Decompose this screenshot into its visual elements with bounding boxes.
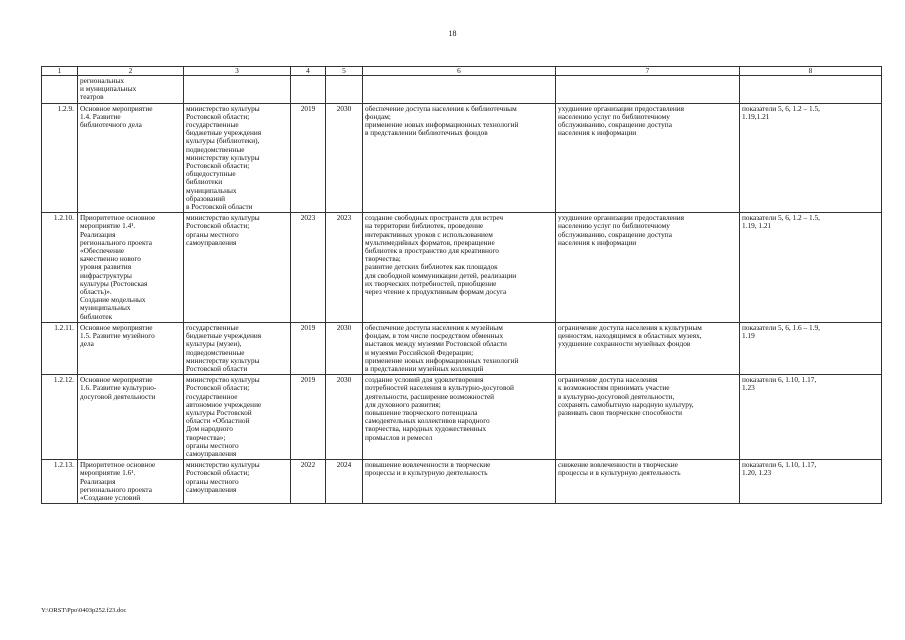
cell-text-line: Реализация [80, 229, 116, 239]
cell-text-line: мероприятие 1.4¹. [80, 221, 136, 231]
start-year-cell: 2023 [291, 213, 326, 323]
cell-text-line: органы местного [186, 229, 239, 239]
cell-text-line: повышение творческого потенциала [365, 407, 478, 417]
cell-text-line: самодеятельных коллективов народного [365, 416, 490, 426]
cell-text-line: потребностей населения в культурно-досуговой [365, 383, 514, 393]
cell-text-line: к возможностям принимать участие [558, 383, 670, 393]
cell-text-line: их творческих потребностей, приобщение [365, 278, 497, 288]
file-path-footer: Y:\ORST\Ppo\0403p252.f23.doc [41, 607, 127, 614]
measure-name-cell [78, 103, 184, 213]
cell-text-line: применение новых информационных технологий [365, 355, 519, 365]
start-year-cell: 2022 [291, 460, 326, 504]
expected-result-cell [363, 103, 556, 213]
cell-text-line: 1.19 [742, 331, 755, 341]
cell-text-line: для свободной коммуникации детей, реализации [365, 270, 517, 280]
expected-result-cell [363, 322, 556, 374]
cell-text-line: показатели 5, 6, 1.2 – 1.5, [742, 103, 820, 113]
row-number-cell: 1.2.13. [42, 460, 78, 504]
cell-text-line: уровня развития [80, 262, 132, 272]
start-year-cell [291, 76, 326, 104]
non-implementation-consequence-cell [556, 375, 740, 460]
cell-text-line: министерству культуры [186, 152, 260, 162]
cell-text-line: Дом народного [186, 424, 233, 434]
non-implementation-consequence-cell [556, 76, 740, 104]
cell-text-line: Создание модельных [80, 295, 146, 305]
cell-text-line: министерство культуры [186, 213, 260, 223]
cell-text-line: культуры Ростовской [186, 407, 252, 417]
column-number-cell: 1 [42, 67, 78, 76]
expected-result-cell [363, 375, 556, 460]
cell-text-line: населению услуг по библиотечному [558, 111, 670, 121]
cell-text-line: творчества, народных художественных [365, 424, 487, 434]
cell-text-line: Ростовской области; [186, 111, 250, 121]
cell-text-line: Приоритетное основное [80, 213, 156, 223]
cell-text-line: культуры (музеи), [186, 339, 242, 349]
row-number-cell: 1.2.10. [42, 213, 78, 323]
cell-text-line: самоуправления [186, 237, 237, 247]
start-year-cell: 2019 [291, 322, 326, 374]
cell-text-line: органы местного [186, 440, 239, 450]
expected-result-cell [363, 213, 556, 323]
cell-text-line: Основное мероприятие [80, 103, 153, 113]
end-year-cell [326, 76, 363, 104]
cell-text-line: интерактивных уроков с использованием [365, 229, 493, 239]
cell-text-line: через чтение к продуктивным формам досуга [365, 287, 507, 297]
cell-text-line: и музеями Российской Федерации; [365, 347, 474, 357]
cell-text-line: 1.23 [742, 383, 755, 393]
cell-text-line: Ростовской области; [186, 383, 250, 393]
cell-text-line: культуры (библиотеки), [186, 136, 260, 146]
cell-text-line: 1.19, 1.21 [742, 221, 772, 231]
cell-text-line: обеспечение доступа населения к музейным [365, 322, 503, 332]
measure-name-cell [78, 460, 184, 504]
cell-text-line: библиотек [80, 311, 113, 321]
cell-text-line: области «Областной [186, 416, 250, 426]
cell-text-line: бюджетные учреждения [186, 128, 262, 138]
non-implementation-consequence-cell [556, 322, 740, 374]
cell-text-line: Основное мероприятие [80, 322, 153, 332]
cell-text-line: качественно нового [80, 254, 141, 264]
table-row [42, 460, 882, 504]
cell-text-line: министерство культуры [186, 375, 260, 385]
non-implementation-consequence-cell [556, 213, 740, 323]
cell-text-line: показатели 5, 6, 1.2 – 1.5, [742, 213, 820, 223]
program-measures-table [41, 66, 882, 504]
table-row [42, 375, 882, 460]
end-year-cell: 2030 [326, 375, 363, 460]
executor-cell [184, 460, 291, 504]
row-number-cell [42, 76, 78, 104]
cell-text-line: в Ростовской области [186, 202, 253, 212]
cell-text-line: дела [80, 339, 94, 349]
cell-text-line: библиотек в пространство для креативного [365, 246, 499, 256]
measure-name-cell [78, 76, 184, 104]
indicators-link-cell [740, 76, 882, 104]
cell-text-line: муниципальных [186, 185, 237, 195]
start-year-cell: 2019 [291, 103, 326, 213]
cell-text-line: библиотеки [186, 177, 223, 187]
cell-text-line: 1.19,1.21 [742, 111, 770, 121]
executor-cell [184, 375, 291, 460]
column-number-cell: 7 [556, 67, 740, 76]
cell-text-line: «Обеспечение [80, 246, 125, 256]
cell-text-line: досуговой деятельности [80, 391, 156, 401]
cell-text-line: мероприятие 1.6¹. [80, 468, 136, 478]
non-implementation-consequence-cell [556, 103, 740, 213]
cell-text-line: в представлении музейных коллекций [365, 363, 484, 373]
cell-text-line: в представлении библиотечных фондов [365, 128, 488, 138]
table-row [42, 103, 882, 213]
start-year-cell: 2019 [291, 375, 326, 460]
row-number-cell: 1.2.12. [42, 375, 78, 460]
table-header-row [42, 67, 882, 76]
cell-text-line: показатели 6, 1.10, 1.17, [742, 375, 817, 385]
cell-text-line: «Создание условий [80, 492, 141, 502]
cell-text-line: создание свободных пространств для встреч [365, 213, 504, 223]
cell-text-line: деятельности, расширение возможностей [365, 391, 495, 401]
cell-text-line: снижение вовлеченности в творческие [558, 460, 678, 470]
cell-text-line: процессы и в культурную деятельность [558, 468, 681, 478]
table-row [42, 76, 882, 104]
table-body [42, 76, 882, 504]
cell-text-line: государственное [186, 391, 238, 401]
cell-text-line: самоуправления [186, 484, 237, 494]
cell-text-line: регионального проекта [80, 237, 152, 247]
measure-name-cell [78, 322, 184, 374]
cell-text-line: мультимедийных форматов, превращение [365, 237, 495, 247]
cell-text-line: обслуживанию, сокращение доступа [558, 120, 672, 130]
cell-text-line: Реализация [80, 476, 116, 486]
cell-text-line: министерство культуры [186, 460, 260, 470]
end-year-cell: 2024 [326, 460, 363, 504]
expected-result-cell [363, 76, 556, 104]
cell-text-line: Основное мероприятие [80, 375, 153, 385]
cell-text-line: 1.5. Развитие музейного [80, 331, 155, 341]
cell-text-line: образований [186, 193, 226, 203]
cell-text-line: сохранять самобытную народную культуру, [558, 399, 694, 409]
cell-text-line: муниципальных [80, 303, 131, 313]
cell-text-line: ухудшение сохранности музейных фондов [558, 339, 691, 349]
cell-text-line: государственные [186, 120, 239, 130]
column-number-cell: 4 [291, 67, 326, 76]
cell-text-line: театров [80, 92, 104, 102]
indicators-link-cell [740, 460, 882, 504]
executor-cell [184, 103, 291, 213]
cell-text-line: для духовного развития; [365, 399, 441, 409]
cell-text-line: в культурно-досуговой деятельности, [558, 391, 675, 401]
executor-cell [184, 213, 291, 323]
cell-text-line: региональных [80, 76, 125, 85]
row-number-cell: 1.2.9. [42, 103, 78, 213]
cell-text-line: подведомственные [186, 347, 245, 357]
cell-text-line: ограничение доступа населения к культурным [558, 322, 702, 332]
cell-text-line: ограничение доступа населения [558, 375, 658, 385]
cell-text-line: развивать свои творческие способности [558, 407, 683, 417]
cell-text-line: самоуправления [186, 448, 237, 458]
column-number-cell: 8 [740, 67, 882, 76]
measure-name-cell [78, 375, 184, 460]
cell-text-line: фондам, в том числе посредством обменных [365, 331, 504, 341]
cell-text-line: министерство культуры [186, 103, 260, 113]
cell-text-line: Ростовской области; [186, 161, 250, 171]
cell-text-line: и муниципальных [80, 84, 137, 94]
column-number-cell: 5 [326, 67, 363, 76]
cell-text-line: ценностям, находящимся в областных музеях, [558, 331, 702, 341]
cell-text-line: населению услуг по библиотечному [558, 221, 670, 231]
cell-text-line: бюджетные учреждения [186, 331, 262, 341]
cell-text-line: населения к информации [558, 128, 637, 138]
cell-text-line: государственные [186, 322, 239, 332]
cell-text-line: обеспечение доступа населения к библиотечным [365, 103, 517, 113]
cell-text-line: показатели 5, 6, 1.6 – 1.9, [742, 322, 820, 332]
cell-text-line: Ростовской области; [186, 468, 250, 478]
cell-text-line: творчества»; [186, 432, 226, 442]
cell-text-line: 1.4. Развитие [80, 111, 121, 121]
expected-result-cell [363, 460, 556, 504]
cell-text-line: на территории библиотек, проведение [365, 221, 484, 231]
column-number-cell: 2 [78, 67, 184, 76]
page-number: 18 [448, 29, 457, 38]
cell-text-line: Приоритетное основное [80, 460, 156, 470]
cell-text-line: развитие детских библиотек как площадок [365, 262, 498, 272]
end-year-cell: 2030 [326, 322, 363, 374]
cell-text-line: применение новых информационных технологий [365, 120, 519, 130]
cell-text-line: 1.20, 1.23 [742, 468, 772, 478]
cell-text-line: инфраструктуры [80, 270, 132, 280]
cell-text-line: повышение вовлеченности в творческие [365, 460, 491, 470]
cell-text-line: выставок между музеями Ростовской области [365, 339, 507, 349]
indicators-link-cell [740, 375, 882, 460]
cell-text-line: культуры (Ростовская [80, 278, 148, 288]
column-number-cell: 6 [363, 67, 556, 76]
cell-text-line: ухудшение организации предоставления [558, 213, 685, 223]
executor-cell [184, 322, 291, 374]
table-row [42, 322, 882, 374]
table-row [42, 213, 882, 323]
cell-text-line: процессы и в культурную деятельность [365, 468, 488, 478]
cell-text-line: область)». [80, 287, 112, 297]
cell-text-line: показатели 6, 1.10, 1.17, [742, 460, 817, 470]
cell-text-line: автономное учреждение [186, 399, 262, 409]
cell-text-line: Ростовской области; [186, 221, 250, 231]
non-implementation-consequence-cell [556, 460, 740, 504]
cell-text-line: создание условий для удовлетворения [365, 375, 484, 385]
cell-text-line: фондам; [365, 111, 391, 121]
end-year-cell: 2030 [326, 103, 363, 213]
cell-text-line: общедоступные [186, 169, 236, 179]
cell-text-line: ухудшение организации предоставления [558, 103, 685, 113]
cell-text-line: населения к информации [558, 237, 637, 247]
end-year-cell: 2023 [326, 213, 363, 323]
cell-text-line: министерству культуры [186, 355, 260, 365]
cell-text-line: промыслов и ремесел [365, 432, 433, 442]
cell-text-line: органы местного [186, 476, 239, 486]
executor-cell [184, 76, 291, 104]
cell-text-line: регионального проекта [80, 484, 152, 494]
indicators-link-cell [740, 213, 882, 323]
row-number-cell: 1.2.11. [42, 322, 78, 374]
measure-name-cell [78, 213, 184, 323]
cell-text-line: библиотечного дела [80, 120, 142, 130]
cell-text-line: Ростовской области [186, 363, 248, 373]
indicators-link-cell [740, 103, 882, 213]
indicators-link-cell [740, 322, 882, 374]
cell-text-line: творчества; [365, 254, 401, 264]
cell-text-line: обслуживанию, сокращение доступа [558, 229, 672, 239]
cell-text-line: 1.6. Развитие культурно- [80, 383, 157, 393]
cell-text-line: подведомственные [186, 144, 245, 154]
column-number-cell: 3 [184, 67, 291, 76]
